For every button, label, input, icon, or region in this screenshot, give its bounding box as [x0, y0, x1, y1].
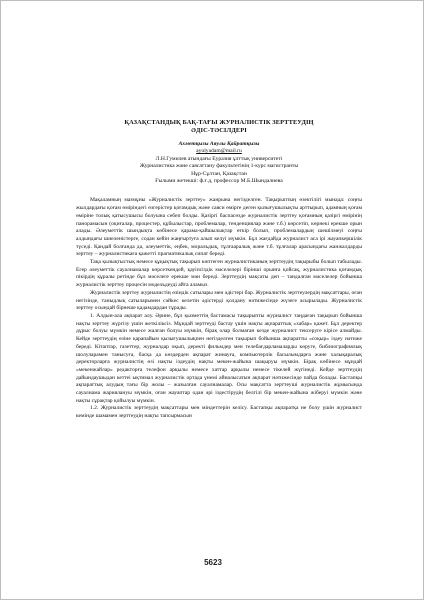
author-block — [76, 141, 362, 185]
paragraph-methods: Журналистік зерттеу журналистің өзіндік сатылары мен әдістері бар. Журналистік зерттеулердің мақсаттары, оған негізінде, таныдлық сатыларымен сәйкес келетін әдістерді қолдану нәтижесінде жүзеге асырылады. Журналистік зерттеу осындай бірнеше қадамдардан тұрады. — [76, 289, 362, 312]
author-program: Журналистика және саясаттану факультетінің 1-курс магистранты — [139, 163, 299, 170]
author-affiliation: Л.Н.Гумилев атындағы Еуразия ұлттық университеті — [155, 155, 283, 162]
paragraph-step-1-2: 1.2. Журналистік зерттеудің мақсаттары мен міндеттерін келісу. Бастапқы ақпаратқа не болу үшін журналист кемінде шамамен зерттеудің нақты тапсырмасын — [76, 405, 362, 420]
article-title — [76, 119, 362, 135]
title-line-2: ӘДІС-ТӘСІЛДЕРІ — [191, 127, 247, 134]
author-advisor: Ғылыми жетекші: ф.ғ.д, профессор М.Б.Шындалиева — [155, 178, 283, 185]
author-name: Ахметқызы Аяулы Қайратқызы — [178, 141, 260, 147]
paragraph-intro: Мақаламның мазмұны «Журналистік зерттеу» жанрына негізделген. Тақырыптың өзектілігі мынада: соңғы жылдардағы қоғам өміріндегі өзгерістер қоғамдық және саяси өмірге деген қызығушылықты арттырып, адамның қоғам өміріне толық қатысушысы болуына себеп болды. Қазіргі баспасөзде журналистік зерттеу қоғамның қазіргі өмірінің панорамасын (оқиғалар, процестер, құбылыстар, проблемалар, тенденциялар және т.б.) көрсетіп, көрнекі ерекше орын алады. Әлеуметтік шындықта көбінесе қарама-қайшылықтар өткір болып, проблемалардың шешілмеуі соңғы алдындағы шиеленістерге, содан кейін жаңғыртуға алып келуі мүмкін. Бұл жағдайда журналист аса ірі жауапкершілік түседі. Қандай болғанда да, әлеуметтік, еңбек, моральдық, тұлғааралық және т.б. тұлғалар арасындағы жанжалдарды зерттеу – журналистикаға қажетті прагматикалық сипат береді. — [76, 197, 362, 258]
title-line-1: ҚАЗАҚСТАНДЫҚ БАҚ-ТАҒЫ ЖУРНАЛИСТІК ЗЕРТТЕУДІҢ — [124, 119, 314, 126]
article-content — [76, 119, 362, 421]
author-city: Нұр-Сұлтан, Қазақстан — [191, 170, 247, 177]
page-number: 5623 — [204, 558, 222, 567]
author-email[interactable]: ayulyadam@mail.ru — [196, 148, 242, 155]
paragraph-step-1: 1. Алдын-ала ақпарат алу. Әрине, бұл қызметтің бастамасы тақырыпты журналист таңдаған тақырып бойынша нақты зерттеу жүргізу үшін жеткіліксіз. Мұндай зерттеуді бастау үшін нақты ақпараттық «хабар» қажет. Бұл деректер дұрыс болуы мүмкін немесе жалған болуы мүмкін, бірақ олар болмаған кезде журналист тексеруге кірісе алмайды. Кейде зерттеудің өзіне қарапайым қызығушылықпен негізделген тақырып бойынша ақпаратты «соқыр» іздеу нәтиже береді. Кітаптар, газеттер, журналдар оқып, деректі фильмдер мен телебағдарламаларды көруге, библиографиялық шолуларамен танысуға, басқа да көздерден ақпарат жинауға, компьютерлік басылымдарға және халықаралық деректорларға журналистің өзі нақты іздеудің нақты мекен-жайына шақыруы мүмкін. Бірақ көбінесе мұндай «мекенжайлар» редакторға телефон арқылы немесе хаттар арқылы немесе тікелей жүгінеді. Кейде зерттеудің дайындаушыдан кеттеі ықтимал журналистік ортада үнемі айналысатын ақпарат нәтижесінде пайда болады. Бастапқы ақпараттық алудың тағы бір жолы – жазылған сауалнамалар. Осы мақсатта зерттеуші журналистік жұмысында сауалнама жариялануы мүмкін, оған жауаптар одан әрі іздестірудің белгілі бір мекен-жайына жіберуі мүмкін және нақты сұрақтар қойылуы мүмкін. — [76, 312, 362, 404]
paragraph-topic: Тақа қызықтыстық немесе құқықтық тақырып көптеген журналистиканың зерттеудің тақырыбы болып табылады. Егер әлеуметтік сауалнамалар көрсеткендей, қауіпсіздік мәселелері бірінші орынға қойсақ, журналистика қоғамдық пікірдің құралы ретінде бұл мәселеге ерекше мән береді. Зерттеудің мақсаты деп – тандалған мәселелер бойынша журналистік зерттеу процесін модельдеуді айта аламыз. — [76, 259, 362, 289]
